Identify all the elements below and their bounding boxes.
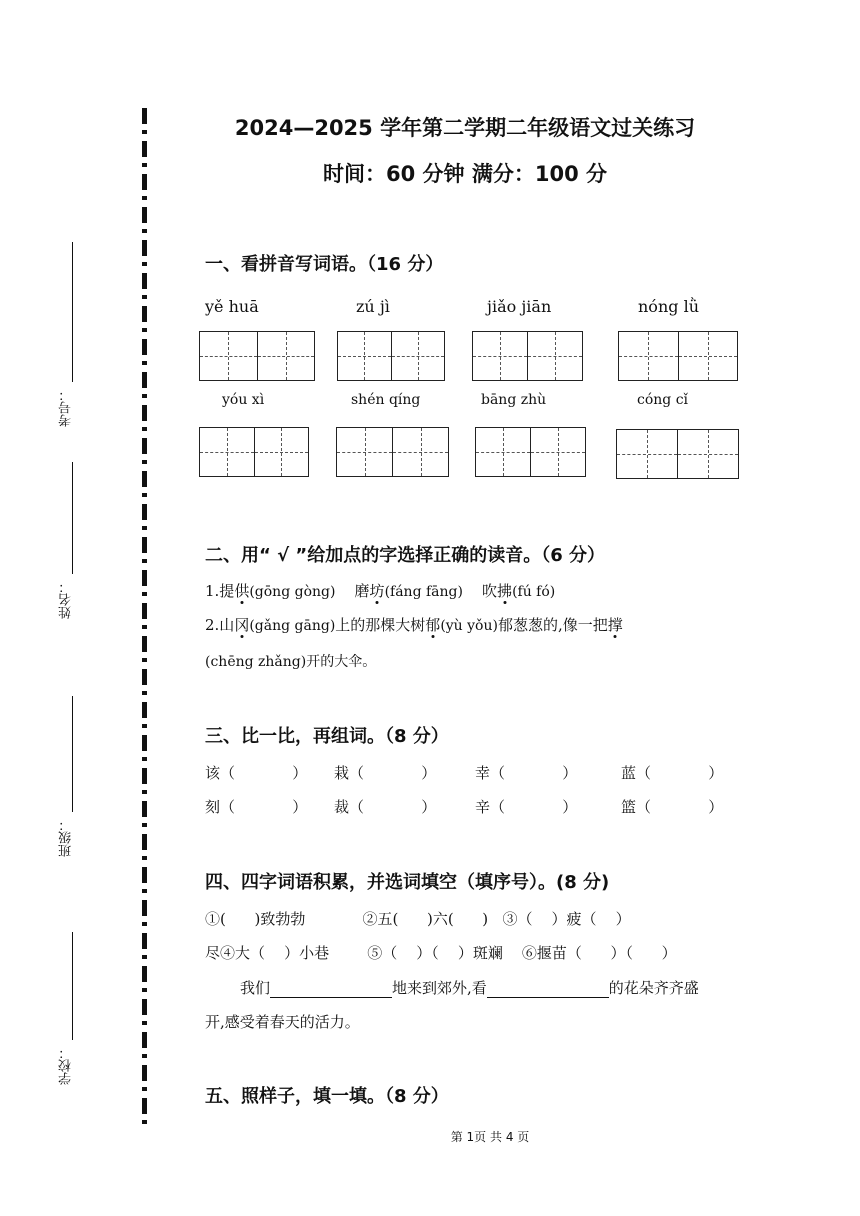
section-5-heading: 五、照样子，填一填。（8 分）	[205, 1086, 449, 1107]
exam-no-label: 考号：	[59, 388, 74, 427]
pinyin-1-3: jiǎo jiān	[487, 297, 552, 316]
writing-grid[interactable]	[616, 429, 739, 479]
idiom-line-1: ①( )致勃勃 ②五( )六( ) ③（ ）疲（ ）	[205, 910, 631, 928]
section-3-heading: 三、比一比，再组词。（8 分）	[205, 726, 449, 747]
page-title: 2024—2025 学年第二学期二年级语文过关练习	[234, 116, 696, 140]
fill-blank-1[interactable]	[270, 981, 392, 998]
question-2-line-1: 1.提供(gōng gòng) 磨坊(fáng fāng) 吹拂(fú fó)	[205, 582, 556, 600]
writing-grid[interactable]	[618, 331, 738, 381]
question-2-line-3: (chēng zhǎng)开的大伞。	[205, 654, 377, 670]
page-subtitle: 时间：60 分钟 满分：100 分	[323, 162, 607, 186]
idiom-line-2: 尽④大（ ）小巷 ⑤（ ）（ ）斑斓 ⑥揠苗（ ）（ ）	[205, 944, 677, 962]
compare-word-4[interactable]: 蓝（ ）	[621, 764, 724, 782]
compare-word-3[interactable]: 幸（ ）	[475, 764, 578, 782]
compare-word-8[interactable]: 篮（ ）	[621, 798, 724, 816]
section-4-heading: 四、四字词语积累，并选词填空（填序号）。(8 分)	[205, 872, 610, 893]
fill-sentence-end: 开,感受着春天的活力。	[205, 1013, 360, 1031]
fill-blank-2[interactable]	[487, 981, 609, 998]
class-label: 班级：	[59, 818, 74, 857]
name-line	[72, 462, 73, 574]
pinyin-1-2: zú jì	[356, 297, 390, 316]
name-label: 姓名：	[59, 580, 74, 619]
writing-grid[interactable]	[475, 427, 586, 477]
dashed-margin-line	[142, 108, 147, 1128]
question-2-line-2: 2.山冈(gǎng gāng)上的那棵大树郁(yù yǒu)郁葱葱的,像一把撑	[205, 616, 623, 634]
pinyin-2-3: bāng zhù	[481, 392, 547, 408]
writing-grid[interactable]	[336, 427, 449, 477]
pinyin-1-4: nóng lǜ	[638, 297, 699, 316]
compare-word-5[interactable]: 刻（ ）	[205, 798, 308, 816]
pinyin-2-2: shén qíng	[351, 392, 421, 408]
writing-grid[interactable]	[337, 331, 445, 381]
school-label: 学校：	[59, 1046, 74, 1085]
pinyin-2-1: yóu xì	[222, 392, 265, 408]
compare-word-2[interactable]: 栽（ ）	[334, 764, 437, 782]
pinyin-1-1: yě huā	[205, 297, 259, 316]
school-line	[72, 932, 73, 1040]
fill-sentence: 我们 地来到郊外,看 的花朵齐齐盛	[240, 979, 699, 997]
section-2-heading: 二、用“ √ ”给加点的字选择正确的读音。（6 分）	[205, 545, 605, 566]
page-footer: 第 1页 共 4 页	[450, 1130, 530, 1144]
writing-grid[interactable]	[472, 331, 583, 381]
pinyin-2-4: cóng cǐ	[637, 392, 689, 408]
writing-grid[interactable]	[199, 331, 315, 381]
section-1-heading: 一、看拼音写词语。（16 分）	[205, 254, 444, 275]
compare-word-1[interactable]: 该（ ）	[205, 764, 308, 782]
compare-word-6[interactable]: 裁（ ）	[334, 798, 437, 816]
writing-grid[interactable]	[199, 427, 309, 477]
compare-word-7[interactable]: 辛（ ）	[475, 798, 578, 816]
exam-no-line	[72, 242, 73, 382]
class-line	[72, 696, 73, 812]
